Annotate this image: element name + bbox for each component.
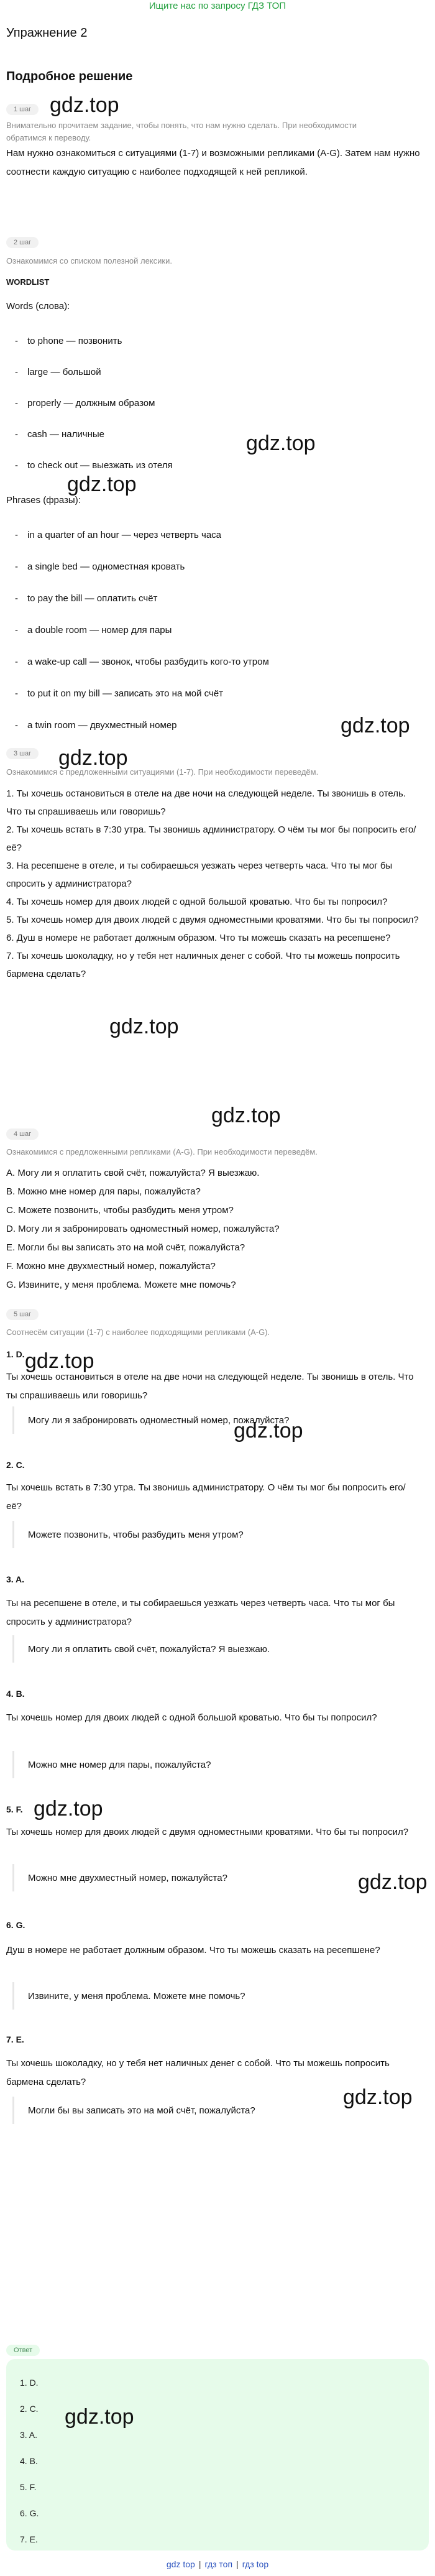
list-item: - a wake-up call — звонок, чтобы разбудить кого-то утром — [15, 657, 269, 667]
answer-item: 5. F. — [20, 2482, 37, 2492]
step-badge: 2 шаг — [6, 237, 39, 248]
watermark: gdz.top — [67, 473, 137, 496]
list-item: - a twin room — двухместный номер — [15, 720, 177, 731]
watermark: gdz.top — [34, 1797, 103, 1821]
list-item: - to phone — позвонить — [15, 336, 122, 346]
step-5-hint: Соотнесём ситуации (1-7) с наиболее подходящими репликами (A-G). — [6, 1327, 270, 1337]
step-badge: 4 шаг — [6, 1129, 39, 1140]
match-label: 5. F. — [6, 1804, 23, 1814]
match-label: 1. D. — [6, 1349, 25, 1359]
list-item: - to put it on my bill — записать это на мой счёт — [15, 688, 224, 699]
match-situation: Ты хочешь номер для двоих людей с одной большой кроватью. Что бы ты попросил? — [6, 1712, 377, 1723]
list-item: - large — большой — [15, 367, 101, 377]
match-situation: Ты хочешь шоколадку, но у тебя нет наличных денег с собой. Что ты можешь попросить бармена сделать? — [6, 2058, 390, 2087]
match-reply: Можно мне номер для пары, пожалуйста? — [6, 1751, 429, 1778]
footer-link[interactable]: гдз топ — [204, 2559, 233, 2569]
exercise-title: Упражнение 2 — [6, 26, 88, 40]
watermark: gdz.top — [343, 2085, 413, 2109]
answer-item: 3. A. — [20, 2430, 38, 2440]
match-label: 6. G. — [6, 1920, 25, 1930]
step-badge: 5 шаг — [6, 1309, 39, 1320]
match-reply: Можете позвонить, чтобы разбудить меня утром? — [6, 1521, 429, 1548]
match-situation: Ты хочешь остановиться в отеле на две ночи на следующей неделе. Ты звонишь в отель. Что ты спрашиваешь или говоришь? — [6, 1372, 414, 1401]
match-reply: Могу ли я оплатить свой счёт, пожалуйста? Я выезжаю. — [6, 1635, 429, 1663]
answer-item: 6. G. — [20, 2508, 39, 2518]
list-item: - cash — наличные — [15, 429, 104, 440]
match-label: 2. C. — [6, 1460, 25, 1470]
match-reply: Извините, у меня проблема. Можете мне помочь? — [6, 1982, 429, 2010]
answer-header — [6, 2344, 429, 2356]
words-list — [6, 336, 429, 491]
phrases-title: Phrases (фразы): — [6, 495, 81, 506]
match-label: 7. E. — [6, 2034, 24, 2044]
watermark: gdz.top — [211, 1104, 281, 1127]
step-badge: 3 шаг — [6, 748, 39, 759]
answer-item: 7. E. — [20, 2534, 38, 2544]
list-item: - a single bed — одноместная кровать — [15, 561, 185, 572]
watermark: gdz.top — [246, 432, 316, 455]
watermark: gdz.top — [25, 1349, 94, 1373]
match-label: 4. B. — [6, 1689, 25, 1699]
watermark: gdz.top — [234, 1419, 303, 1443]
watermark: gdz.top — [58, 746, 128, 770]
list-item: - a double room — номер для пары — [15, 625, 172, 635]
watermark: gdz.top — [341, 714, 410, 737]
watermark: gdz.top — [50, 93, 119, 117]
list-item: - to pay the bill — оплатить счёт — [15, 593, 158, 604]
match-reply: Могу ли я забронировать одноместный номер, пожалуйста? — [6, 1406, 429, 1434]
step-3-hint: Ознакомимся с предложенными ситуациями (1-7). При необходимости переведём. — [6, 767, 319, 777]
answer-item: 4. B. — [20, 2456, 38, 2466]
footer-links: gdz top | гдз топ | гдз top — [166, 2559, 269, 2569]
answer-badge: Ответ — [6, 2345, 40, 2356]
match-situation: Ты хочешь номер для двоих людей с двумя одноместными кроватями. Что бы ты попросил? — [6, 1827, 409, 1837]
list-item: - in a quarter of an hour — через четверть часа — [15, 530, 222, 540]
match-reply: Могли бы вы записать это на мой счёт, пожалуйста? — [6, 2097, 429, 2124]
watermark: gdz.top — [65, 2405, 134, 2429]
step-1-text: Нам нужно ознакомиться с ситуациями (1-7) и возможными репликами (A-G). Затем нам нужно соотнести каждую ситуацию с наиболее подходящей к ней репликой. — [6, 148, 420, 177]
wordlist-heading: WORDLIST — [6, 277, 50, 287]
list-item: - to check out — выезжать из отеля — [15, 460, 173, 471]
match-label: 3. A. — [6, 1574, 25, 1584]
words-title: Words (слова): — [6, 301, 70, 312]
step-3-text: 1. Ты хочешь остановиться в отеле на две ночи на следующей неделе. Ты звонишь в отель. Что ты спрашиваешь или говоришь? 2. Ты хочешь встать в 7:30 утра. Ты звонишь администратору. О чём ты мог бы попросить его/её? 3. На ресепшене в отеле, и ты собираешься уезжать через четверть часа. Что ты мог бы спросить у администратора? 4. Ты хочешь номер для двоих людей с одной большой кроватью. Что бы ты попросил? 5. Ты хочешь номер для двоих людей с двумя одноместными кроватями. Что бы ты попросил? 6. Душ в номере не работает должным образом. Что ты можешь сказать на ресепшене? 7. Ты хочешь шоколадку, но у тебя нет наличных денег с собой. Что ты можешь попросить бармена сделать? — [6, 788, 419, 979]
answer-box — [6, 2359, 429, 2551]
answer-item: 2. C. — [20, 2404, 39, 2414]
step-2 — [6, 236, 429, 248]
step-1-hint: Внимательно прочитаем задание, чтобы понять, что нам нужно сделать. При необходимости обратимся к переводу. — [6, 121, 357, 142]
step-4 — [6, 1128, 429, 1140]
step-4-hint: Ознакомимся с предложенными репликами (A-G). При необходимости переведём. — [6, 1147, 318, 1156]
footer-link[interactable]: gdz top — [166, 2559, 195, 2569]
match-situation: Душ в номере не работает должным образом. Что ты можешь сказать на ресепшене? — [6, 1945, 380, 1955]
watermark: gdz.top — [358, 1870, 428, 1894]
footer-link[interactable]: гдз top — [242, 2559, 269, 2569]
top-search-link[interactable]: Ищите нас по запросу ГДЗ ТОП — [149, 1, 286, 11]
match-situation: Ты на ресепшене в отеле, и ты собираешься уезжать через четверть часа. Что ты мог бы спросить у администратора? — [6, 1598, 395, 1627]
solution-title: Подробное решение — [6, 70, 133, 83]
step-5 — [6, 1308, 429, 1320]
match-reply: Можно мне двухместный номер, пожалуйста? — [6, 1864, 429, 1891]
match-situation: Ты хочешь встать в 7:30 утра. Ты звонишь администратору. О чём ты мог бы попросить его/её? — [6, 1482, 406, 1512]
watermark: gdz.top — [109, 1015, 179, 1038]
answer-item: 1. D. — [20, 2378, 39, 2388]
step-4-text: A. Могу ли я оплатить свой счёт, пожалуйста? Я выезжаю. B. Можно мне номер для пары, пожалуйста? C. Можете позвонить, чтобы разбудить меня утром? D. Могу ли я забронировать одноместный номер, пожалуйста? E. Могли бы вы записать это на мой счёт, пожалуйста? F. Можно мне двухместный номер, пожалуйста? G. Извините, у меня проблема. Можете мне помочь? — [6, 1168, 280, 1290]
step-badge: 1 шаг — [6, 104, 39, 115]
step-2-hint: Ознакомимся со списком полезной лексики. — [6, 256, 172, 265]
list-item: - properly — должным образом — [15, 398, 155, 409]
